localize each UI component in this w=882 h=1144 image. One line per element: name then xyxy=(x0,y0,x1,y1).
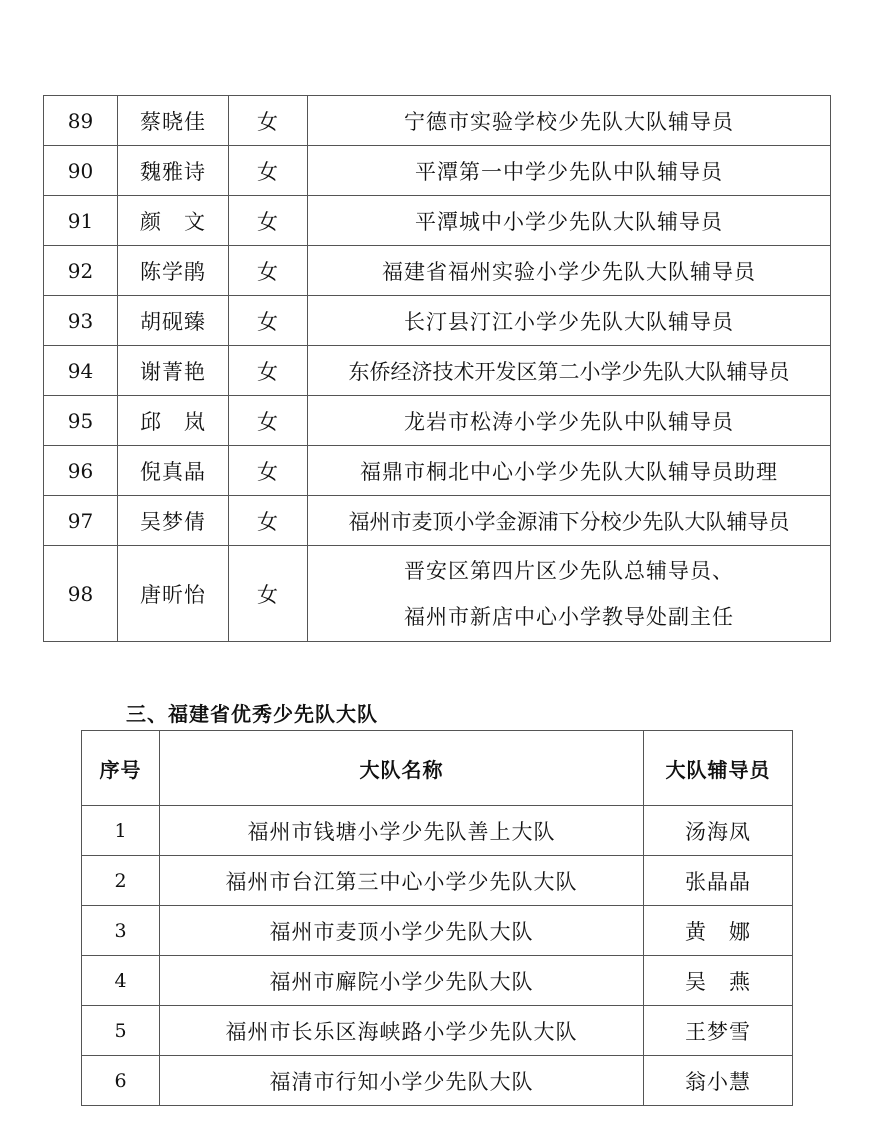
counselor-name: 黄 娜 xyxy=(644,906,793,956)
table-row xyxy=(44,146,831,196)
counselor-name: 王梦雪 xyxy=(644,1006,793,1056)
row-number: 95 xyxy=(44,396,118,446)
gender: 女 xyxy=(229,196,308,246)
gender: 女 xyxy=(229,446,308,496)
header-brigade-name: 大队名称 xyxy=(160,731,644,806)
row-number: 90 xyxy=(44,146,118,196)
counselor-name: 翁小慧 xyxy=(644,1056,793,1106)
brigade-name: 福州市廨院小学少先队大队 xyxy=(160,956,644,1006)
row-number: 92 xyxy=(44,246,118,296)
table-row xyxy=(44,296,831,346)
brigade-name: 福州市长乐区海峡路小学少先队大队 xyxy=(160,1006,644,1056)
table-row xyxy=(44,496,831,546)
work-unit: 福建省福州实验小学少先队大队辅导员 xyxy=(308,246,831,296)
brigade-table xyxy=(81,730,793,1106)
table-row xyxy=(82,956,793,1006)
row-number: 98 xyxy=(44,546,118,642)
work-unit xyxy=(308,546,831,642)
brigade-name: 福清市行知小学少先队大队 xyxy=(160,1056,644,1106)
work-unit: 宁德市实验学校少先队大队辅导员 xyxy=(308,96,831,146)
header-number: 序号 xyxy=(82,731,160,806)
work-unit-line: 福州市新店中心小学教导处副主任 xyxy=(404,604,734,629)
counselor-name: 吴 燕 xyxy=(644,956,793,1006)
work-unit: 福鼎市桐北中心小学少先队大队辅导员助理 xyxy=(308,446,831,496)
row-number: 91 xyxy=(44,196,118,246)
person-name: 陈学鹃 xyxy=(118,246,229,296)
work-unit: 福州市麦顶小学金源浦下分校少先队大队辅导员 xyxy=(308,496,831,546)
person-name: 魏雅诗 xyxy=(118,146,229,196)
work-unit: 长汀县汀江小学少先队大队辅导员 xyxy=(308,296,831,346)
row-number: 2 xyxy=(82,856,160,906)
gender: 女 xyxy=(229,296,308,346)
gender: 女 xyxy=(229,396,308,446)
gender: 女 xyxy=(229,146,308,196)
header-counselor: 大队辅导员 xyxy=(644,731,793,806)
table-row xyxy=(82,906,793,956)
row-number: 94 xyxy=(44,346,118,396)
gender: 女 xyxy=(229,496,308,546)
table-header-row xyxy=(82,731,793,806)
table-row xyxy=(44,446,831,496)
person-name: 邱 岚 xyxy=(118,396,229,446)
row-number: 6 xyxy=(82,1056,160,1106)
row-number: 97 xyxy=(44,496,118,546)
row-number: 96 xyxy=(44,446,118,496)
person-name: 吴梦倩 xyxy=(118,496,229,546)
row-number: 5 xyxy=(82,1006,160,1056)
table-row xyxy=(82,1056,793,1106)
table-row xyxy=(44,196,831,246)
row-number: 93 xyxy=(44,296,118,346)
gender: 女 xyxy=(229,546,308,642)
row-number: 1 xyxy=(82,806,160,856)
row-number: 3 xyxy=(82,906,160,956)
table-row xyxy=(44,546,831,642)
work-unit: 平潭城中小学少先队大队辅导员 xyxy=(308,196,831,246)
work-unit: 东侨经济技术开发区第二小学少先队大队辅导员 xyxy=(308,346,831,396)
work-unit: 平潭第一中学少先队中队辅导员 xyxy=(308,146,831,196)
person-name: 胡砚臻 xyxy=(118,296,229,346)
gender: 女 xyxy=(229,96,308,146)
brigade-name: 福州市钱塘小学少先队善上大队 xyxy=(160,806,644,856)
row-number: 89 xyxy=(44,96,118,146)
table-row xyxy=(82,1006,793,1056)
person-name: 唐昕怡 xyxy=(118,546,229,642)
honoree-table xyxy=(43,95,831,642)
counselor-name: 汤海凤 xyxy=(644,806,793,856)
gender: 女 xyxy=(229,246,308,296)
table-row xyxy=(44,346,831,396)
gender: 女 xyxy=(229,346,308,396)
brigade-name: 福州市麦顶小学少先队大队 xyxy=(160,906,644,956)
row-number: 4 xyxy=(82,956,160,1006)
work-unit: 龙岩市松涛小学少先队中队辅导员 xyxy=(308,396,831,446)
table-row xyxy=(82,856,793,906)
person-name: 颜 文 xyxy=(118,196,229,246)
section-heading: 三、福建省优秀少先队大队 xyxy=(126,702,378,726)
counselor-name: 张晶晶 xyxy=(644,856,793,906)
work-unit-line: 晋安区第四片区少先队总辅导员、 xyxy=(404,558,734,583)
table-row xyxy=(82,806,793,856)
person-name: 谢菁艳 xyxy=(118,346,229,396)
table-row xyxy=(44,396,831,446)
person-name: 倪真晶 xyxy=(118,446,229,496)
table-row xyxy=(44,96,831,146)
person-name: 蔡晓佳 xyxy=(118,96,229,146)
brigade-name: 福州市台江第三中心小学少先队大队 xyxy=(160,856,644,906)
table-row xyxy=(44,246,831,296)
